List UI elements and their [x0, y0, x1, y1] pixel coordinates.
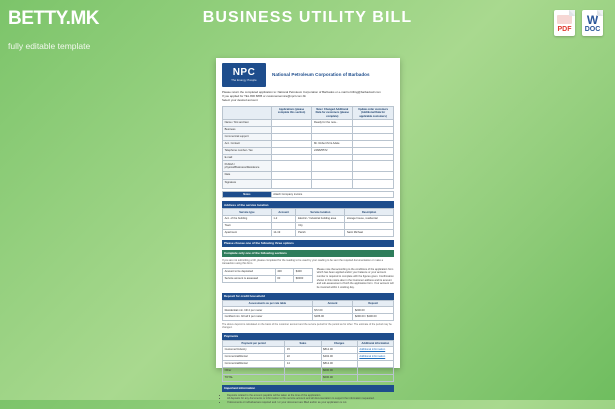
- section-choose-subtitle: Complete only one of the following sections: [222, 250, 394, 257]
- word-file-icon[interactable]: W DOC: [582, 10, 603, 36]
- table-row: Residential min. bill 2 per meter $72.00 $200.00: [223, 307, 394, 314]
- page-title: BUSINESS UTILITY BILL: [202, 9, 413, 26]
- brand-tagline: fully editable template: [8, 41, 91, 51]
- section-payments-title: Payments: [222, 333, 394, 340]
- list-item: • If documents or individual are required and / or your document are filled and/or as your application is not.: [227, 401, 394, 405]
- document-header: [222, 63, 394, 87]
- document-preview[interactable]: [216, 58, 400, 404]
- pdf-file-icon[interactable]: PDF: [554, 10, 575, 36]
- table-row: Service amount is assessed 00 $0000: [223, 275, 313, 282]
- brand-name: BETTY.MK: [8, 8, 99, 29]
- table-row: Business: [223, 127, 394, 134]
- deposit-table: Assessments as per rate table Amount Deposit Residential min. bill 2 per meter $72.00 $200.00 Certified min. bill all 3 per meter $186.00 $290.00 / $400.00: [222, 300, 394, 321]
- list-item: • All deposits for any documents or information to this service account and all documentation to support the information requested.: [227, 397, 394, 401]
- table-row: Commercial/Rental 14 $812.00: [223, 361, 394, 368]
- table-row: Apartment 14-19 Parish Saint Michael: [223, 229, 394, 236]
- table-row: Date: [223, 171, 394, 179]
- section-deposit-title: Deposit for credit household: [222, 293, 394, 300]
- table-row: Other $000.00: [223, 367, 394, 374]
- table-row: Publish / physical/Business/Residence: [223, 161, 394, 171]
- table-row: Town City: [223, 223, 394, 230]
- table-row: E-mail: [223, 154, 394, 161]
- table-row: Acc. Contact Mr. Robert M & Adele: [223, 140, 394, 147]
- table-row: Certified min. bill all 3 per meter $186.00 $290.00 / $400.00: [223, 314, 394, 321]
- table-row: Amount to be deposited 400 $400: [223, 268, 313, 275]
- section-important-title: Important information: [222, 385, 394, 392]
- intro-line-1: Please return the completed application to: National Petroleum Corporation of Barbados or e-mail to billing@barbados3.com: [222, 90, 381, 94]
- table-row: Telephone number / fax 246825572: [223, 147, 394, 154]
- intro-text: [222, 91, 394, 103]
- address-table: Service type Account Service location Description Acc. of the building 1-2 Electric / Industrial building area storage house, residential Town City Apartment 14-19 Parish Saint Michael: [222, 208, 394, 236]
- intro-line-3: Select your desired account: [222, 97, 258, 102]
- table-row: Customer/Industry 15 $812.00 Additional information: [223, 347, 394, 354]
- section-address-title: Address of the service location: [222, 201, 394, 208]
- table-row: Acc. of the building 1-2 Electric / Industrial building area storage house, residential: [223, 216, 394, 223]
- section-choose-note: If you are not submitting a bill, please completed for the reading to be used by your reading to be sent the required documentation or make a transaction using this form.: [222, 258, 384, 266]
- deposit-amount-table: [222, 268, 313, 283]
- applicant-table: Applications (please complete this section) New / Changed Additional Data for customers (please complete) Update order customers (Additional Data for applicable customers) Name / first and last Ready for the new... Business Commercial support Acc. Contact Mr. Robert M & Adele Telephone number / fax 246825572 E-mail Publish / physical/Business/Residence Date Signature: [222, 106, 394, 189]
- npc-logo: NPC The Energy People: [222, 63, 266, 87]
- section-choose-rightnote: Please note that according to the conditions of the application form which has been applied and/or your balance or your account number is required to complete with the figures given. Confirmation shown in this notice also in the Customer address and its amount and sub-assessment of both the application form. Your account will be invoiced within 1 working day.: [316, 267, 394, 289]
- notes-table: Notes Attach Company invoice: [222, 191, 394, 199]
- table-row: Commercial/Rental 22 $402.00 Additional information: [223, 354, 394, 361]
- list-item: • Deposits related to the amount payable will be taken at the time of the application.: [227, 394, 394, 398]
- table-row: TOTAL $000.00: [223, 374, 394, 381]
- table-row: Signature: [223, 180, 394, 188]
- section-choose-title: Please choose one of the following three options: [222, 240, 394, 247]
- download-formats: [554, 10, 603, 36]
- important-list: [227, 394, 394, 405]
- payments-table: Payment per period Sales Charges Additional information Customer/Industry 15 $812.00 Additional information Commercial/Rental 22 $402.00 Additional information Commercial/Rental 14 $812.00 Other $000.00 TOTAL $000.00: [222, 340, 394, 382]
- intro-line-2: If you applied for TEL 800 6895 or customerservice@npcl.com.bb: [222, 93, 306, 98]
- table-row: Name / first and last Ready for the new...: [223, 120, 394, 127]
- table-row: Commercial support: [223, 133, 394, 140]
- deposit-footnote: The above deposit is calculated on the basis of the customer account and the service period for the period as for other. The estimate of the period may be changed.: [222, 323, 392, 330]
- organization-name: National Petroleum Corporation of Barbados: [272, 72, 370, 77]
